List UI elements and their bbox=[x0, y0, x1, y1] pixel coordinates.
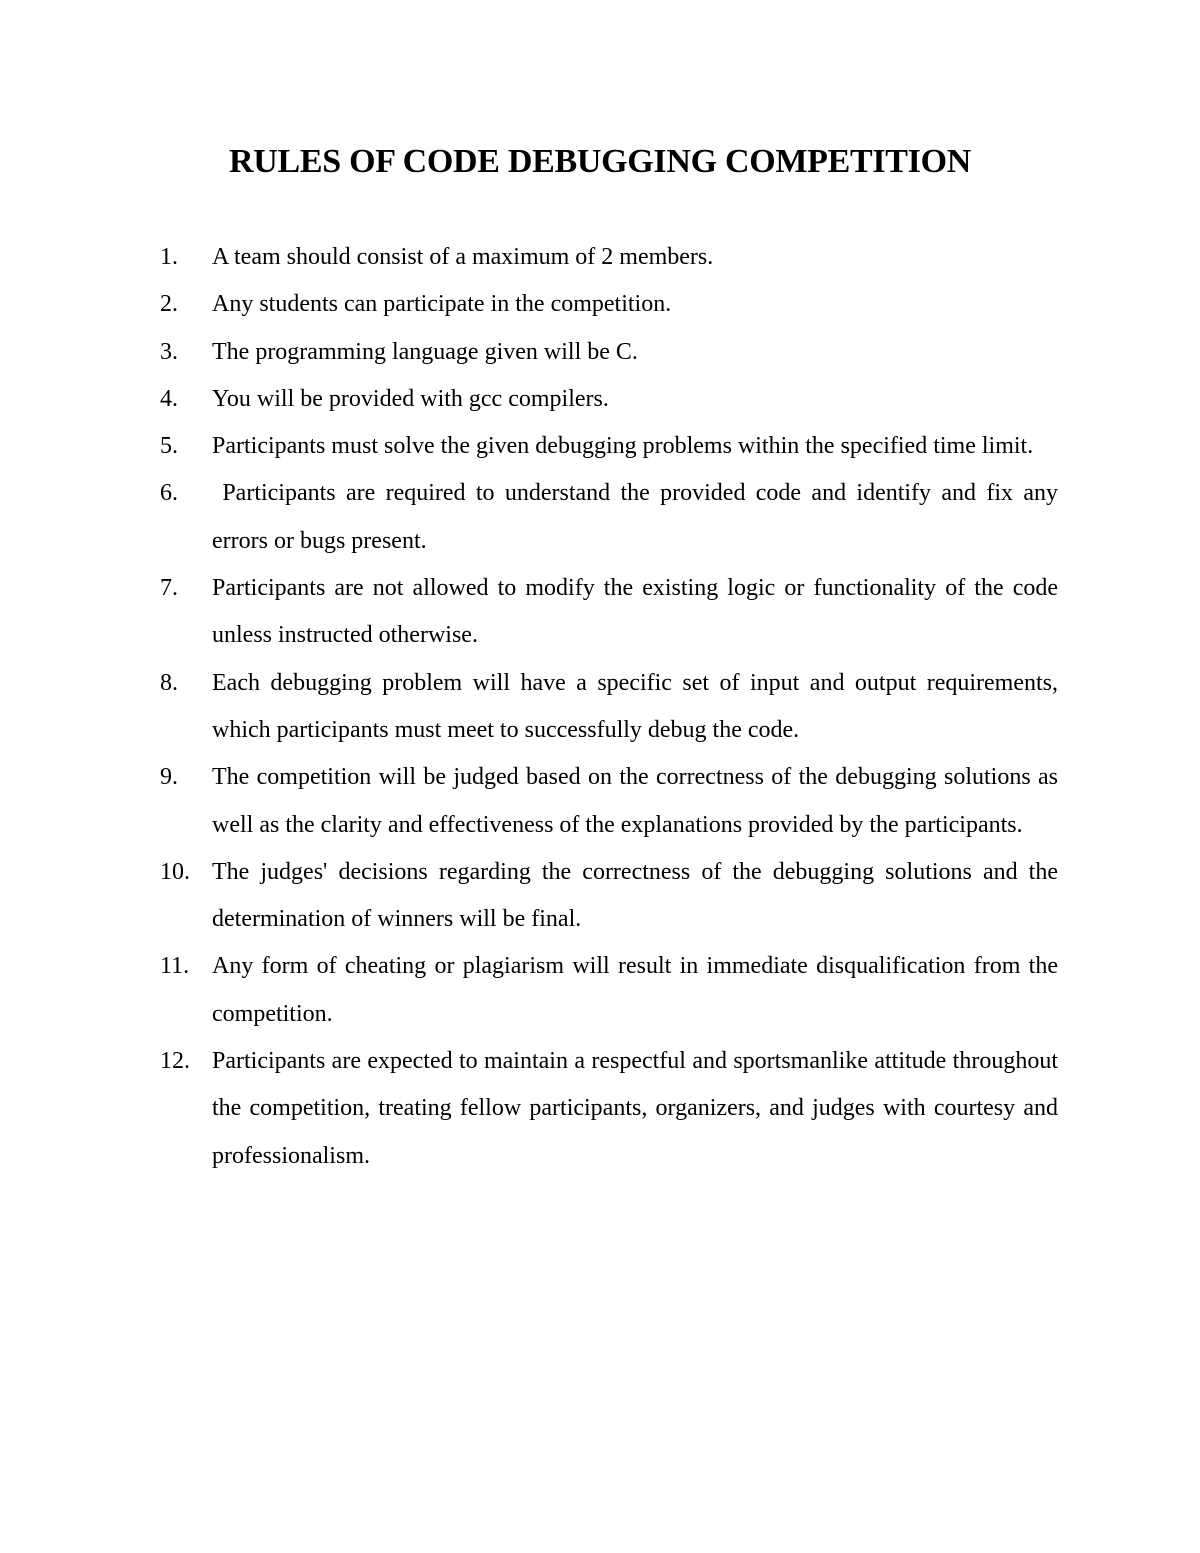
rule-number: 7. bbox=[160, 575, 178, 602]
rule-text: Participants are required to understand the provided code and identify and fix any errors or bugs present. bbox=[212, 480, 1064, 554]
rule-number: 2. bbox=[160, 291, 178, 318]
list-item bbox=[160, 754, 1058, 849]
list-item bbox=[160, 849, 1058, 944]
rule-number: 6. bbox=[160, 480, 178, 507]
rule-number: 10. bbox=[160, 858, 190, 885]
list-item bbox=[160, 565, 1058, 660]
rule-number: 4. bbox=[160, 385, 178, 412]
rule-text: Participants are expected to maintain a respectful and sportsmanlike attitude throughout the competition, treating fellow participants, organizers, and judges with courtesy and professionalism. bbox=[212, 1048, 1058, 1169]
rule-number: 5. bbox=[160, 433, 178, 460]
rule-text: A team should consist of a maximum of 2 members. bbox=[212, 244, 714, 270]
rule-text: The competition will be judged based on the correctness of the debugging solutions as well as the clarity and effectiveness of the explanations provided by the participants. bbox=[212, 764, 1058, 838]
list-item bbox=[160, 423, 1058, 470]
rule-text: Any form of cheating or plagiarism will result in immediate disqualification from the competition. bbox=[212, 953, 1058, 1027]
list-item bbox=[160, 1038, 1058, 1180]
rule-text: The programming language given will be C. bbox=[212, 338, 638, 365]
list-item bbox=[160, 281, 1058, 328]
rule-text: Participants are not allowed to modify the existing logic or functionality of the code unless instructed otherwise. bbox=[212, 575, 1058, 649]
rule-text: Each debugging problem will have a specific set of input and output requirements, which participants must meet to successfully debug the code. bbox=[212, 669, 1058, 743]
rule-number: 9. bbox=[160, 764, 178, 791]
list-item bbox=[160, 376, 1058, 423]
rule-number: 3. bbox=[160, 338, 178, 365]
rule-number: 8. bbox=[160, 669, 178, 696]
rule-text: You will be provided with gcc compilers. bbox=[212, 385, 609, 412]
list-item bbox=[160, 470, 1064, 565]
rule-number: 1. bbox=[160, 244, 178, 270]
rule-text: Participants must solve the given debugging problems within the specified time limit. bbox=[212, 433, 1034, 460]
rule-text: Any students can participate in the competition. bbox=[212, 291, 672, 318]
rule-number: 12. bbox=[160, 1048, 190, 1075]
page-title: RULES OF CODE DEBUGGING COMPETITION bbox=[229, 143, 971, 180]
list-item bbox=[160, 660, 1058, 755]
list-item bbox=[160, 329, 1058, 376]
rules-list bbox=[160, 234, 1064, 1180]
rule-text: The judges' decisions regarding the correctness of the debugging solutions and the determination of winners will be final. bbox=[212, 858, 1058, 933]
list-item bbox=[160, 234, 1058, 281]
list-item bbox=[160, 943, 1058, 1038]
rule-number: 11. bbox=[160, 953, 190, 980]
